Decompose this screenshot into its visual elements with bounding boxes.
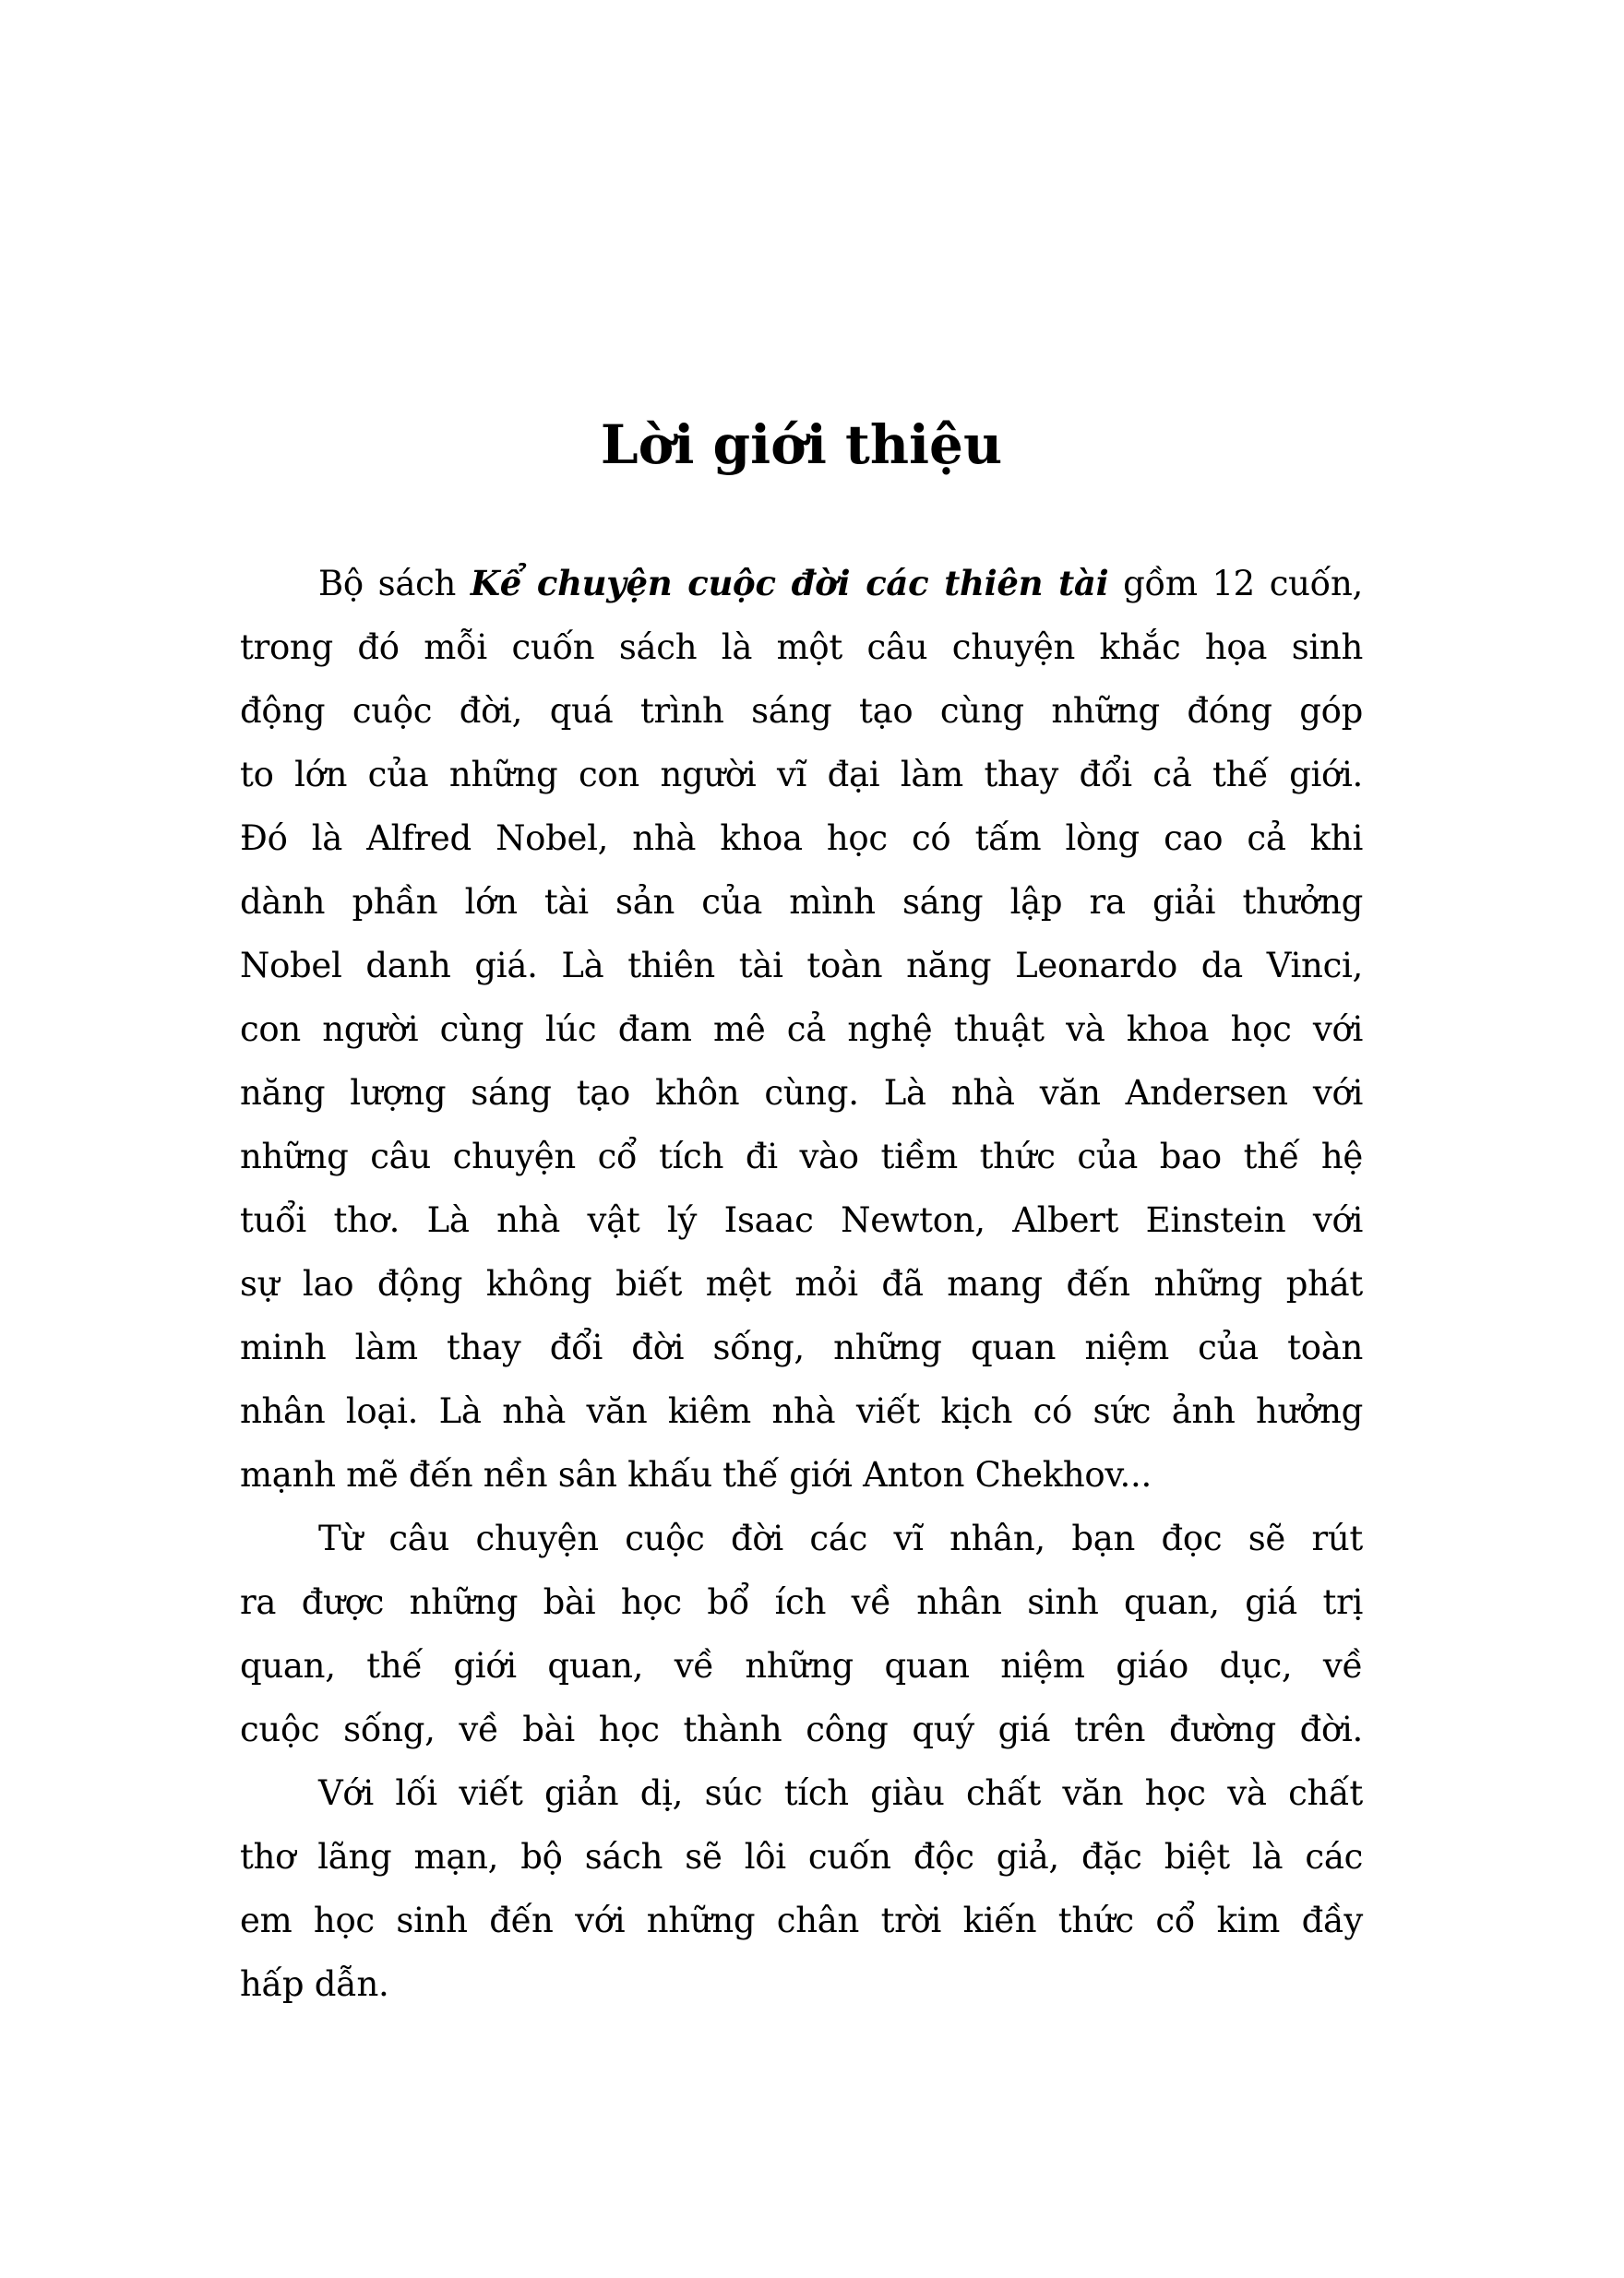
text-segment: Đó là Alfred Nobel, nhà khoa học có tấm lòng cao cả khi [240,818,1363,858]
text-line [240,1252,1363,1316]
text-segment: Từ câu chuyện cuộc đời các vĩ nhân, bạn đọc sẽ rút [318,1519,1363,1558]
text-segment: Bộ sách [318,564,471,603]
series-title-emphasis: Kể chuyện cuộc đời các thiên tài [470,563,1109,603]
paragraph [240,1761,1363,2016]
text-segment: năng lượng sáng tạo khôn cùng. Là nhà văn Andersen với [240,1073,1363,1113]
text-segment: Với lối viết giản dị, súc tích giàu chất văn học và chất [318,1773,1363,1813]
text-line [240,1507,1363,1570]
text-segment: to lớn của những con người vĩ đại làm thay đổi cả thế giới. [240,755,1363,794]
paragraph [240,1507,1363,1761]
text-segment: ra được những bài học bổ ích về nhân sinh quan, giá trị [240,1582,1363,1622]
page-title: Lời giới thiệu [600,413,1003,476]
text-segment: tuổi thơ. Là nhà vật lý Isaac Newton, Albert Einstein với [240,1200,1363,1240]
text-line [240,743,1363,806]
text-segment: sự lao động không biết mệt mỏi đã mang đến những phát [240,1264,1363,1304]
text-line [240,679,1363,743]
text-line [240,552,1363,615]
text-line [240,1825,1363,1889]
text-segment: gồm 12 cuốn, [1108,564,1363,603]
text-segment: quan, thế giới quan, về những quan niệm giáo dục, về [240,1646,1363,1686]
text-line [240,1634,1363,1698]
text-line [240,1761,1363,1825]
text-line [240,615,1363,679]
text-line [240,1889,1363,1952]
text-segment: trong đó mỗi cuốn sách là một câu chuyện khắc họa sinh [240,627,1363,667]
text-segment: dành phần lớn tài sản của mình sáng lập ra giải thưởng [240,882,1363,922]
text-segment: em học sinh đến với những chân trời kiến thức cổ kim đầy [240,1901,1363,1940]
paragraph [240,552,1363,1507]
text-line [240,997,1363,1061]
text-segment: con người cùng lúc đam mê cả nghệ thuật và khoa học với [240,1009,1363,1049]
text-line [240,806,1363,870]
text-line [240,1952,1363,2016]
text-segment: nhân loại. Là nhà văn kiêm nhà viết kịch có sức ảnh hưởng [240,1391,1363,1431]
text-line [240,1061,1363,1125]
text-segment: hấp dẫn. [240,1964,389,2004]
text-line [240,1125,1363,1188]
body-text [240,552,1363,2016]
text-segment: Nobel danh giá. Là thiên tài toàn năng Leonardo da Vinci, [240,946,1363,985]
text-line [240,1316,1363,1379]
text-line [240,1443,1363,1507]
text-line [240,870,1363,934]
text-segment: mạnh mẽ đến nền sân khấu thế giới Anton Chekhov... [240,1455,1152,1495]
text-segment: động cuộc đời, quá trình sáng tạo cùng những đóng góp [240,691,1363,731]
text-segment: những câu chuyện cổ tích đi vào tiềm thức của bao thế hệ [240,1137,1363,1176]
text-line [240,1698,1363,1761]
text-line [240,1379,1363,1443]
text-segment: cuộc sống, về bài học thành công quý giá trên đường đời. [240,1710,1363,1749]
text-line [240,934,1363,997]
text-line [240,1570,1363,1634]
text-segment: minh làm thay đổi đời sống, những quan niệm của toàn [240,1328,1363,1367]
text-segment: thơ lãng mạn, bộ sách sẽ lôi cuốn độc giả, đặc biệt là các [240,1837,1363,1877]
text-line [240,1188,1363,1252]
